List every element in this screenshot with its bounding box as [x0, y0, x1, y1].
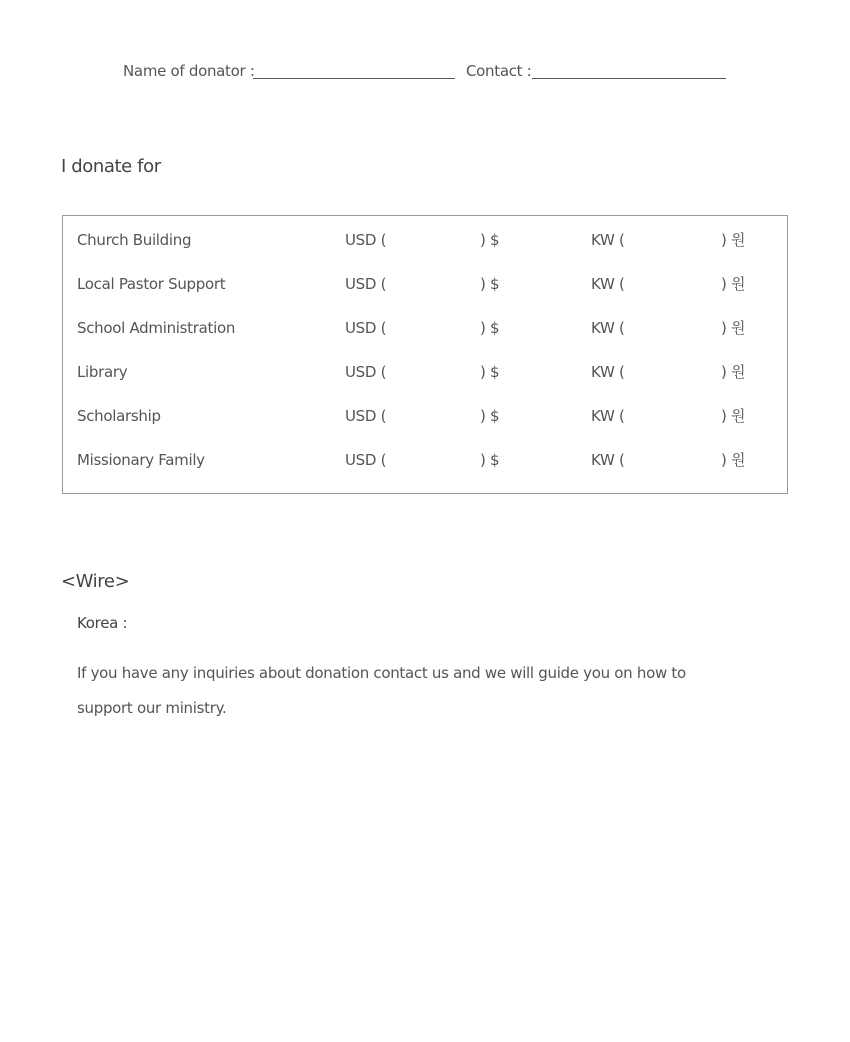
usd-close-label: ) $ — [480, 407, 500, 425]
inquiry-text: If you have any inquiries about donation contact us and we will guide you on how to support our ministry. — [77, 664, 686, 717]
donation-row — [63, 360, 787, 384]
kw-open-label: KW ( — [591, 231, 625, 249]
contact-label: Contact : — [466, 62, 532, 80]
usd-open-label: USD ( — [345, 275, 387, 293]
donation-row — [63, 272, 787, 296]
donor-name-field[interactable] — [253, 78, 455, 79]
donation-item-label: School Administration — [77, 319, 236, 337]
donation-row — [63, 448, 787, 472]
donate-section-title: I donate for — [61, 156, 161, 177]
contact-field[interactable] — [532, 78, 726, 79]
usd-open-label: USD ( — [345, 231, 387, 249]
kw-close-label: ) 원 — [721, 451, 746, 469]
kw-open-label: KW ( — [591, 451, 625, 469]
donation-item-label: Missionary Family — [77, 451, 205, 469]
usd-close-label: ) $ — [480, 231, 500, 249]
usd-close-label: ) $ — [480, 451, 500, 469]
donation-row — [63, 316, 787, 340]
kw-close-label: ) 원 — [721, 275, 746, 293]
usd-open-label: USD ( — [345, 451, 387, 469]
kw-close-label: ) 원 — [721, 407, 746, 425]
donation-item-label: Church Building — [77, 231, 192, 249]
kw-close-label: ) 원 — [721, 231, 746, 249]
donation-item-label: Local Pastor Support — [77, 275, 226, 293]
donation-item-label: Scholarship — [77, 407, 161, 425]
kw-close-label: ) 원 — [721, 363, 746, 381]
korea-label: Korea : — [77, 614, 128, 632]
donation-row — [63, 228, 787, 252]
donor-name-label: Name of donator : — [123, 62, 255, 80]
usd-open-label: USD ( — [345, 407, 387, 425]
usd-close-label: ) $ — [480, 275, 500, 293]
kw-open-label: KW ( — [591, 319, 625, 337]
usd-open-label: USD ( — [345, 319, 387, 337]
usd-open-label: USD ( — [345, 363, 387, 381]
donation-item-label: Library — [77, 363, 128, 381]
kw-open-label: KW ( — [591, 407, 625, 425]
kw-close-label: ) 원 — [721, 319, 746, 337]
kw-open-label: KW ( — [591, 275, 625, 293]
kw-open-label: KW ( — [591, 363, 625, 381]
usd-close-label: ) $ — [480, 319, 500, 337]
donation-table — [62, 215, 788, 494]
wire-section-title: <Wire> — [61, 571, 130, 592]
donation-row — [63, 404, 787, 428]
usd-close-label: ) $ — [480, 363, 500, 381]
donor-info-row — [123, 60, 733, 82]
